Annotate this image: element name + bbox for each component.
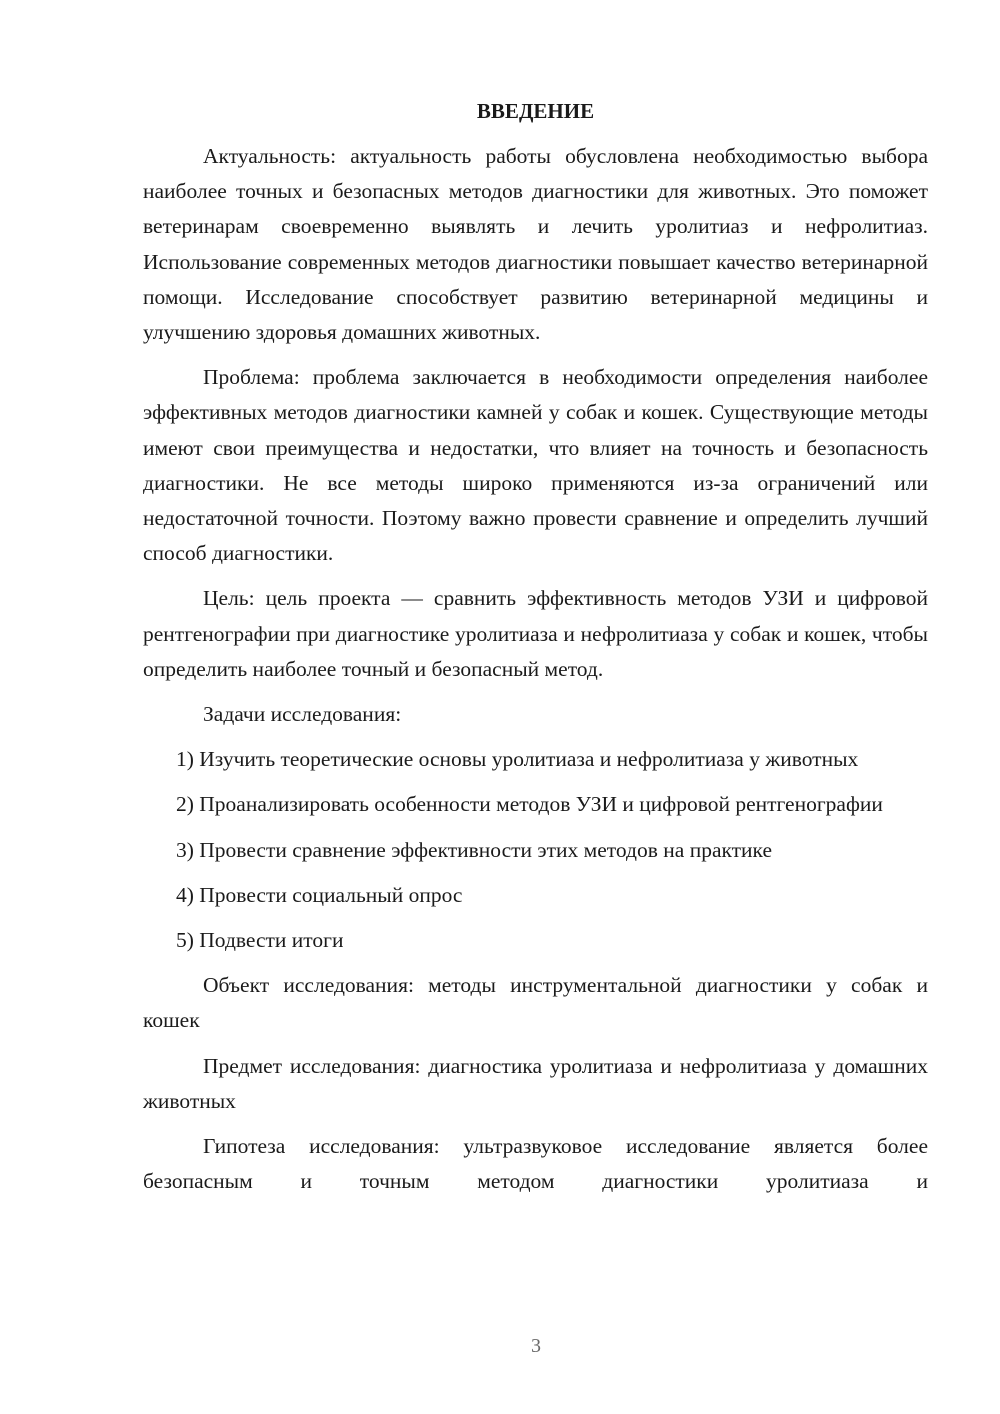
problem-paragraph: Проблема: проблема заключается в необходимости определения наиболее эффективных методов диагностики камней у собак и кошек. Существующие методы имеют свои преимущества и недостатки, что влияет на точность и безопасность диагностики. Не все методы широко применяются из-за ограничений или недостаточной точности. Поэтому важно провести сравнение и определить лучший способ диагностики.	[143, 365, 928, 566]
task-item-2: 2) Проанализировать особенности методов УЗИ и цифровой рентгенографии	[176, 792, 883, 817]
page-number: 3	[531, 1335, 541, 1357]
relevance-paragraph: Актуальность: актуальность работы обусловлена необходимостью выбора наиболее точных и безопасных методов диагностики для животных. Это поможет ветеринарам своевременно выявлять и лечить уролитиаз и нефролитиаз. Использование современных методов диагностики повышает качество ветеринарной помощи. Исследование способствует развитию ветеринарной медицины и улучшению здоровья домашних животных.	[143, 144, 928, 345]
subject-paragraph: Предмет исследования: диагностика уролитиаза и нефролитиаза у домашних животных	[143, 1053, 928, 1113]
section-title: ВВЕДЕНИЕ	[476, 99, 595, 123]
tasks-heading: Задачи исследования:	[203, 702, 402, 727]
task-item-3: 3) Провести сравнение эффективности этих методов на практике	[176, 837, 773, 862]
task-item-1: 1) Изучить теоретические основы уролитиаза и нефролитиаза у животных	[176, 747, 859, 772]
task-item-5: 5) Подвести итоги	[176, 928, 344, 953]
goal-paragraph: Цель: цель проекта — сравнить эффективность методов УЗИ и цифровой рентгенографии при диагностике уролитиаза и нефролитиаза у собак и кошек, чтобы определить наиболее точный и безопасный метод.	[143, 586, 928, 681]
object-paragraph: Объект исследования: методы инструментальной диагностики у собак и кошек	[143, 973, 928, 1033]
task-item-4: 4) Провести социальный опрос	[176, 882, 463, 907]
hypothesis-paragraph: Гипотеза исследования: ультразвуковое исследование является более безопасным и точным методом диагностики уролитиаза и	[143, 1134, 928, 1194]
document-page	[143, 94, 928, 1209]
